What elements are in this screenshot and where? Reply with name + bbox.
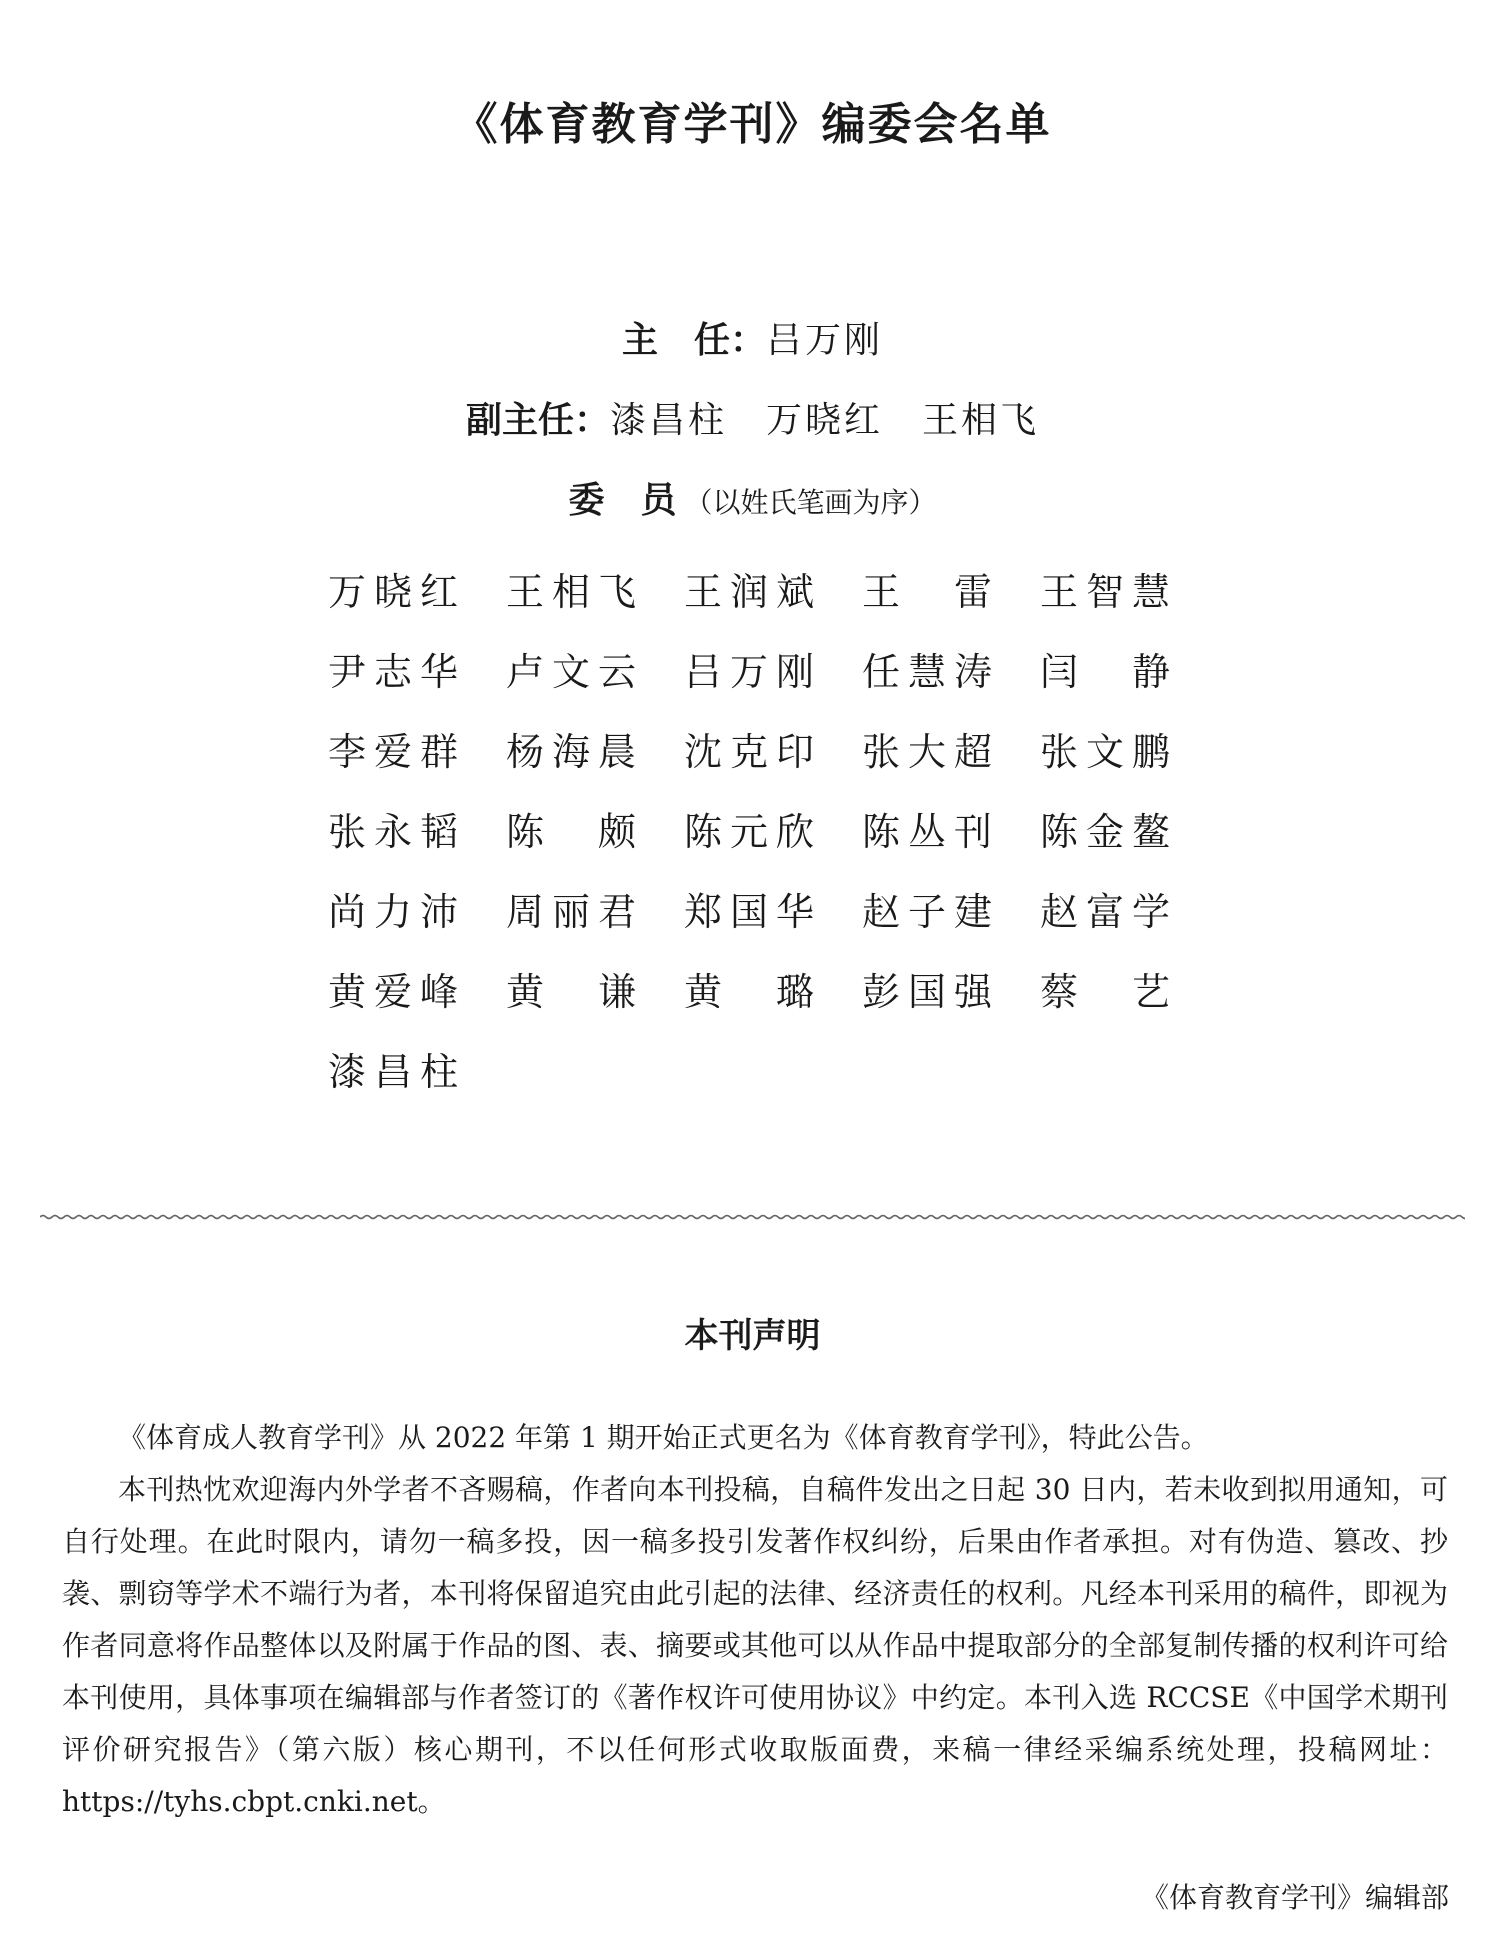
- member-name: 陈丛刊: [862, 809, 992, 854]
- member-name: 王相飞: [506, 569, 636, 614]
- member-cell: [1040, 708, 1218, 788]
- member-cell: [862, 788, 1040, 868]
- members-label: 委 员: [568, 480, 677, 521]
- director-line: [0, 312, 1505, 363]
- member-cell: [506, 628, 684, 708]
- editorial-signature: 《体育教育学刊》编辑部: [1140, 1881, 1449, 1914]
- member-cell: [1040, 548, 1218, 628]
- member-cell: [328, 868, 506, 948]
- members-header-line: [0, 472, 1505, 523]
- member-name: 蔡艺: [1040, 969, 1170, 1014]
- wavy-divider-line: [40, 1216, 1465, 1219]
- member-name: 黄爱峰: [328, 969, 458, 1014]
- member-name: 王雷: [862, 569, 992, 614]
- member-cell: [1040, 628, 1218, 708]
- member-name: 闫静: [1040, 649, 1170, 694]
- member-name: 张永韬: [328, 809, 458, 854]
- director-names: 吕万刚: [766, 320, 884, 361]
- member-cell: [328, 708, 506, 788]
- member-name: 卢文云: [506, 649, 636, 694]
- director-label: 主 任：: [621, 320, 766, 361]
- member-name: 黄谦: [506, 969, 636, 1014]
- member-cell: [506, 948, 684, 1028]
- member-name: 赵富学: [1040, 889, 1170, 934]
- member-cell: [506, 548, 684, 628]
- member-name: 张大超: [862, 729, 992, 774]
- member-name: 尹志华: [328, 649, 458, 694]
- statement-title: 本刊声明: [684, 1316, 821, 1356]
- member-name: 陈元欣: [684, 809, 814, 854]
- wavy-divider: [40, 1210, 1465, 1224]
- deputy-director-label: 副主任：: [465, 400, 610, 441]
- member-cell: [862, 548, 1040, 628]
- member-cell: [684, 788, 862, 868]
- member-name: 郑国华: [684, 889, 814, 934]
- member-cell: [1040, 948, 1218, 1028]
- member-cell: [328, 548, 506, 628]
- member-cell: [862, 708, 1040, 788]
- member-name: 张文鹏: [1040, 729, 1170, 774]
- member-cell: [862, 628, 1040, 708]
- member-cell: [328, 628, 506, 708]
- member-name: 尚力沛: [328, 889, 458, 934]
- member-name: 赵子建: [862, 889, 992, 934]
- member-name: 陈颇: [506, 809, 636, 854]
- member-cell: [1040, 868, 1218, 948]
- member-name: 漆昌柱: [328, 1049, 458, 1094]
- member-name: 李爱群: [328, 729, 458, 774]
- members-grid: [328, 548, 1218, 1108]
- members-sort-note: （以姓氏笔画为序）: [684, 486, 937, 519]
- statement-paragraph: 本刊热忱欢迎海内外学者不吝赐稿，作者向本刊投稿，自稿件发出之日起 30 日内，若未收到拟用通知，可自行处理。在此时限内，请勿一稿多投，因一稿多投引发著作权纠纷，后果由作者承担。对有伪造、篡改、抄袭、剽窃等学术不端行为者，本刊将保留追究由此引起的法律、经济责任的权利。凡经本刊采用的稿件，即视为作者同意将作品整体以及附属于作品的图、表、摘要或其他可以从作品中提取部分的全部复制传播的权利许可给本刊使用，具体事项在编辑部与作者签订的《著作权许可使用协议》中约定。本刊入选 RCCSE《中国学术期刊评价研究报告》（第六版）核心期刊，不以任何形式收取版面费，来稿一律经采编系统处理，投稿网址：https://tyhs.cbpt.cnki.net。: [62, 1473, 1448, 1818]
- member-name: 万晓红: [328, 569, 458, 614]
- member-name: 任慧涛: [862, 649, 992, 694]
- member-cell: [328, 948, 506, 1028]
- member-name: 王润斌: [684, 569, 814, 614]
- member-cell: [684, 868, 862, 948]
- page-title: 《体育教育学刊》编委会名单: [453, 99, 1052, 150]
- member-cell: [506, 708, 684, 788]
- member-cell: [862, 948, 1040, 1028]
- member-cell: [328, 788, 506, 868]
- deputy-director-line: [0, 392, 1505, 443]
- member-cell: [328, 1028, 506, 1108]
- member-name: 杨海晨: [506, 729, 636, 774]
- member-name: 沈克印: [684, 729, 814, 774]
- statement-paragraph: 《体育成人教育学刊》从 2022 年第 1 期开始正式更名为《体育教育学刊》，特此公告。: [118, 1421, 1209, 1454]
- member-cell: [684, 628, 862, 708]
- deputy-director-names: 漆昌柱 万晓红 王相飞: [610, 400, 1040, 441]
- member-name: 吕万刚: [684, 649, 814, 694]
- member-name: 王智慧: [1040, 569, 1170, 614]
- statement-body: [62, 1412, 1448, 1828]
- member-name: 周丽君: [506, 889, 636, 934]
- member-cell: [862, 868, 1040, 948]
- member-cell: [1040, 788, 1218, 868]
- member-cell: [684, 708, 862, 788]
- member-name: 陈金鳌: [1040, 809, 1170, 854]
- member-name: 彭国强: [862, 969, 992, 1014]
- member-cell: [684, 548, 862, 628]
- member-cell: [506, 788, 684, 868]
- member-cell: [506, 868, 684, 948]
- member-name: 黄璐: [684, 969, 814, 1014]
- member-cell: [684, 948, 862, 1028]
